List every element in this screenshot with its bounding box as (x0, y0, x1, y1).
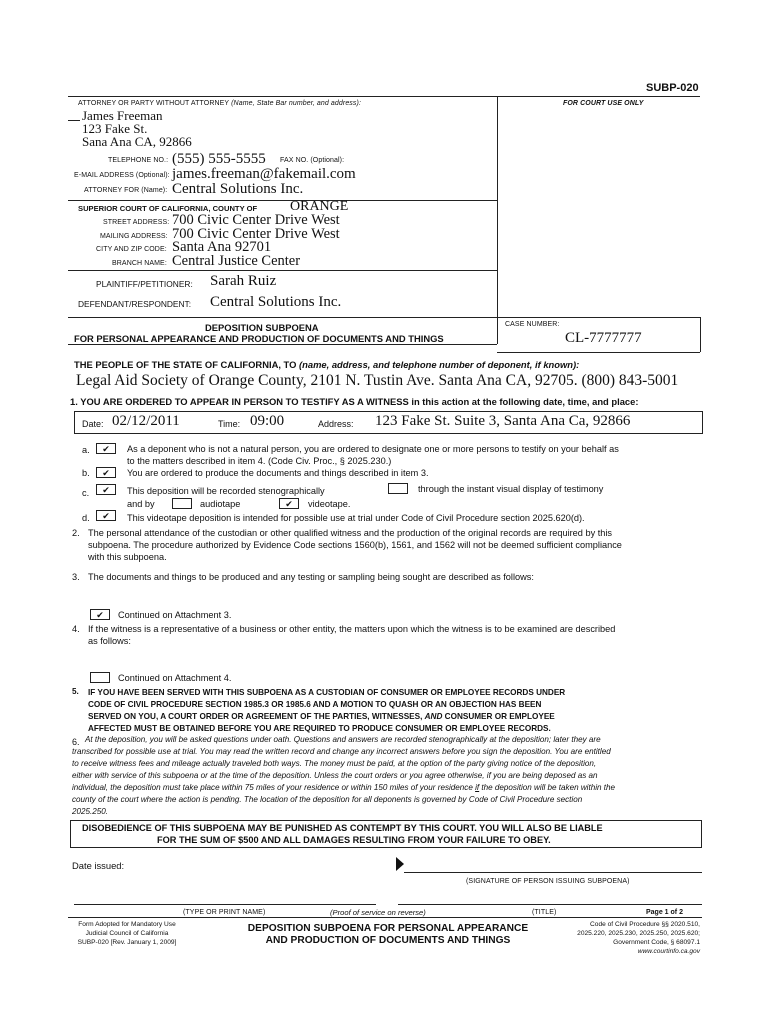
email-label: E-MAIL ADDRESS (Optional): (74, 172, 170, 179)
item-6-text-4: either with service of this subpoena or at the time of the deposition. Unless the court orders or you agree otherwise, if you are being deposed as an (72, 771, 598, 780)
case-number-label: CASE NUMBER: (505, 321, 560, 328)
signature-line[interactable] (404, 872, 702, 873)
address-label: Address: (318, 419, 354, 429)
item-5-text-3: SERVED ON YOU, A COURT ORDER OR AGREEMENT OF THE PARTIES, WITNESSES, AND CONSUMER OR EMPLOYEE (88, 712, 555, 721)
signature-label: (SIGNATURE OF PERSON ISSUING SUBPOENA) (466, 878, 630, 885)
item-6-text-2: transcribed for possible use at trial. You may read the written record and change any incorrect answers before you sign the deposition. You are entitled (72, 747, 611, 756)
item-2-text-1: The personal attendance of the custodian or other qualified witness and the production of the original records are required by this (88, 528, 613, 538)
continued-4-text: Continued on Attachment 4. (118, 673, 232, 683)
continued-3-text: Continued on Attachment 3. (118, 610, 232, 620)
plaintiff-label: PLAINTIFF/PETITIONER: (96, 279, 193, 289)
item-5-text-2: CODE OF CIVIL PROCEDURE SECTION 1985.3 OR 1985.6 AND A MOTION TO QUASH OR AN OBJECTION HAS BEEN (88, 700, 542, 709)
item-6-text-6: county of the court where the action is pending. The location of the deposition for all deponents is governed by Code of Civil Procedure section (72, 795, 583, 804)
item-5-text-4: AFFECTED MUST BE OBTAINED BEFORE YOU ARE REQUIRED TO PRODUCE CONSUMER OR EMPLOYEE RECORDS. (88, 724, 551, 733)
deponent-value: Legal Aid Society of Orange County, 2101 N. Tustin Ave. Santa Ana CA, 92705. (800) 843-5001 (76, 372, 679, 389)
mailing-label: MAILING ADDRESS: (100, 233, 168, 240)
time-label: Time: (218, 419, 241, 429)
item-4-num: 4. (72, 624, 80, 634)
attorney-for-label: ATTORNEY FOR (Name): (84, 187, 168, 194)
attorney-street: 123 Fake St. (82, 121, 148, 136)
item-b-text: You are ordered to produce the documents and things described in item 3. (127, 468, 429, 478)
title-line[interactable] (398, 904, 702, 905)
date-value: 02/12/2011 (112, 413, 180, 429)
item-c-text-1: This deposition will be recorded stenographically (127, 486, 325, 496)
address-value: 123 Fake St. Suite 3, Santa Ana Ca, 92866 (375, 413, 631, 429)
item-c-steno-checkbox[interactable]: ✔ (96, 484, 116, 495)
item-a-text-2: to the matters described in item 4. (Code Civ. Proc., § 2025.230.) (127, 456, 392, 466)
item-d-checkbox[interactable]: ✔ (96, 510, 116, 521)
item-4-text-1: If the witness is a representative of a business or other entity, the matters upon which the witness is to be examined are described (88, 624, 616, 634)
type-print-label: (TYPE OR PRINT NAME) (183, 909, 266, 916)
court-street: 700 Civic Center Drive West (172, 212, 340, 228)
item-4-text-2: as follows: (88, 636, 131, 646)
item-2-text-2: subpoena. The procedure authorized by Evidence Code sections 1560(b), 1561, and 1562 will not be deemed sufficient compliance (88, 540, 622, 550)
telephone-label: TELEPHONE NO.: (108, 157, 169, 164)
footer-link[interactable]: www.courtinfo.ca.gov (637, 948, 700, 955)
defendant-label: DEFENDANT/RESPONDENT: (78, 299, 192, 309)
item-5-num: 5. (72, 687, 79, 696)
continued-4-checkbox[interactable] (90, 672, 110, 683)
attorney-label: ATTORNEY OR PARTY WITHOUT ATTORNEY (Name, State Bar number, and address): (78, 100, 361, 107)
page-label: Page 1 of 2 (646, 909, 683, 916)
item-6-text-5: individual, the deposition must take place within 75 miles of your residence or within 150 miles of your residence if the deposition will be taken within the (72, 783, 616, 792)
case-number-value: CL-7777777 (565, 330, 642, 346)
fax-label: FAX NO. (Optional): (280, 157, 345, 164)
telephone-value: (555) 555-5555 (172, 151, 266, 167)
footer-right: Code of Civil Procedure §§ 2020.510, 2025.220, 2025.230, 2025.250, 2025.620; Government Code, § 68097.1 www.courtinfo.ca.gov (540, 920, 700, 956)
time-value: 09:00 (250, 413, 285, 429)
warning-text-1: DISOBEDIENCE OF THIS SUBPOENA MAY BE PUNISHED AS CONTEMPT BY THIS COURT. YOU WILL ALSO BE LIABLE (82, 823, 603, 833)
attorney-for-value: Central Solutions Inc. (172, 181, 304, 197)
item-6-text-3: to receive witness fees and mileage actually traveled both ways. The money must be paid, at the option of the party giving notice of the deposition, (72, 759, 597, 768)
footer-title: DEPOSITION SUBPOENA FOR PERSONAL APPEARANCE AND PRODUCTION OF DOCUMENTS AND THINGS (247, 923, 529, 946)
item-3-num: 3. (72, 572, 80, 582)
defendant-value: Central Solutions Inc. (210, 294, 342, 310)
attorney-city: Sana Ana CA, 92866 (82, 134, 192, 149)
branch-label: BRANCH NAME: (112, 260, 167, 267)
item-a-text-1: As a deponent who is not a natural person, you are ordered to designate one or more persons to testify on your behalf as (127, 444, 619, 454)
item-a-checkbox[interactable]: ✔ (96, 443, 116, 454)
item-c-audio: audiotape (200, 499, 241, 509)
item-c-label: c. (82, 488, 90, 498)
item-2-text-3: with this subpoena. (88, 552, 167, 562)
item-1: 1. YOU ARE ORDERED TO APPEAR IN PERSON TO TESTIFY AS A WITNESS in this action at the following date, time, and place: (70, 396, 639, 407)
item-b-label: b. (82, 468, 90, 478)
item-c-and: and by (127, 499, 155, 509)
court-branch: Central Justice Center (172, 253, 301, 269)
item-c-visual-checkbox[interactable] (388, 483, 408, 494)
court-header: SUPERIOR COURT OF CALIFORNIA, COUNTY OF (78, 204, 258, 213)
item-6-num: 6. (72, 737, 80, 747)
item-d-text: This videotape deposition is intended for possible use at trial under Code of Civil Procedure section 2025.620(d). (127, 513, 585, 523)
date-issued-label: Date issued: (72, 860, 125, 871)
court-mailing: 700 Civic Center Drive West (172, 226, 340, 242)
form-subtitle: FOR PERSONAL APPEARANCE AND PRODUCTION OF DOCUMENTS AND THINGS (74, 333, 444, 344)
title-label: (TITLE) (532, 909, 557, 916)
item-3-text: The documents and things to be produced and any testing or sampling being sought are described as follows: (88, 572, 534, 582)
email-value: james.freeman@fakemail.com (172, 166, 356, 182)
item-b-checkbox[interactable]: ✔ (96, 467, 116, 478)
proof-label: (Proof of service on reverse) (330, 908, 426, 917)
court-city: Santa Ana 92701 (172, 239, 272, 255)
item-c-video-checkbox[interactable]: ✔ (279, 498, 299, 509)
item-2-num: 2. (72, 528, 80, 538)
attorney-name: James Freeman (82, 108, 163, 123)
item-d-label: d. (82, 513, 90, 523)
item-a-label: a. (82, 445, 90, 455)
court-use-label: FOR COURT USE ONLY (563, 100, 644, 107)
form-id: SUBP-020 (646, 82, 699, 94)
form-title: DEPOSITION SUBPOENA (205, 322, 319, 333)
item-c-audio-checkbox[interactable] (172, 498, 192, 509)
item-6-text-7: 2025.250. (72, 807, 109, 816)
people-line: THE PEOPLE OF THE STATE OF CALIFORNIA, TO (name, address, and telephone number of deponent, if known): (74, 359, 580, 370)
item-5-text-1: IF YOU HAVE BEEN SERVED WITH THIS SUBPOENA AS A CUSTODIAN OF CONSUMER OR EMPLOYEE RECORDS UNDER (88, 688, 566, 697)
print-name-line[interactable] (74, 904, 376, 905)
footer-left: Form Adopted for Mandatory Use Judicial Council of California SUBP-020 [Rev. January 1, 2009] (77, 921, 177, 946)
item-6-text-1: At the deposition, you will be asked questions under oath. Questions and answers are recorded stenographically at the deposition; later they are (85, 735, 601, 744)
court-county: ORANGE (290, 199, 349, 214)
item-c-text-2: through the instant visual display of testimony (418, 484, 604, 494)
signature-arrow-icon (396, 857, 404, 871)
continued-3-checkbox[interactable]: ✔ (90, 609, 110, 620)
item-c-video: videotape. (308, 499, 351, 509)
city-label: CITY AND ZIP CODE: (96, 246, 167, 253)
plaintiff-value: Sarah Ruiz (210, 273, 277, 289)
street-label: STREET ADDRESS: (103, 219, 170, 226)
warning-text-2: FOR THE SUM OF $500 AND ALL DAMAGES RESULTING FROM YOUR FAILURE TO OBEY. (157, 835, 551, 845)
date-label: Date: (82, 419, 104, 429)
